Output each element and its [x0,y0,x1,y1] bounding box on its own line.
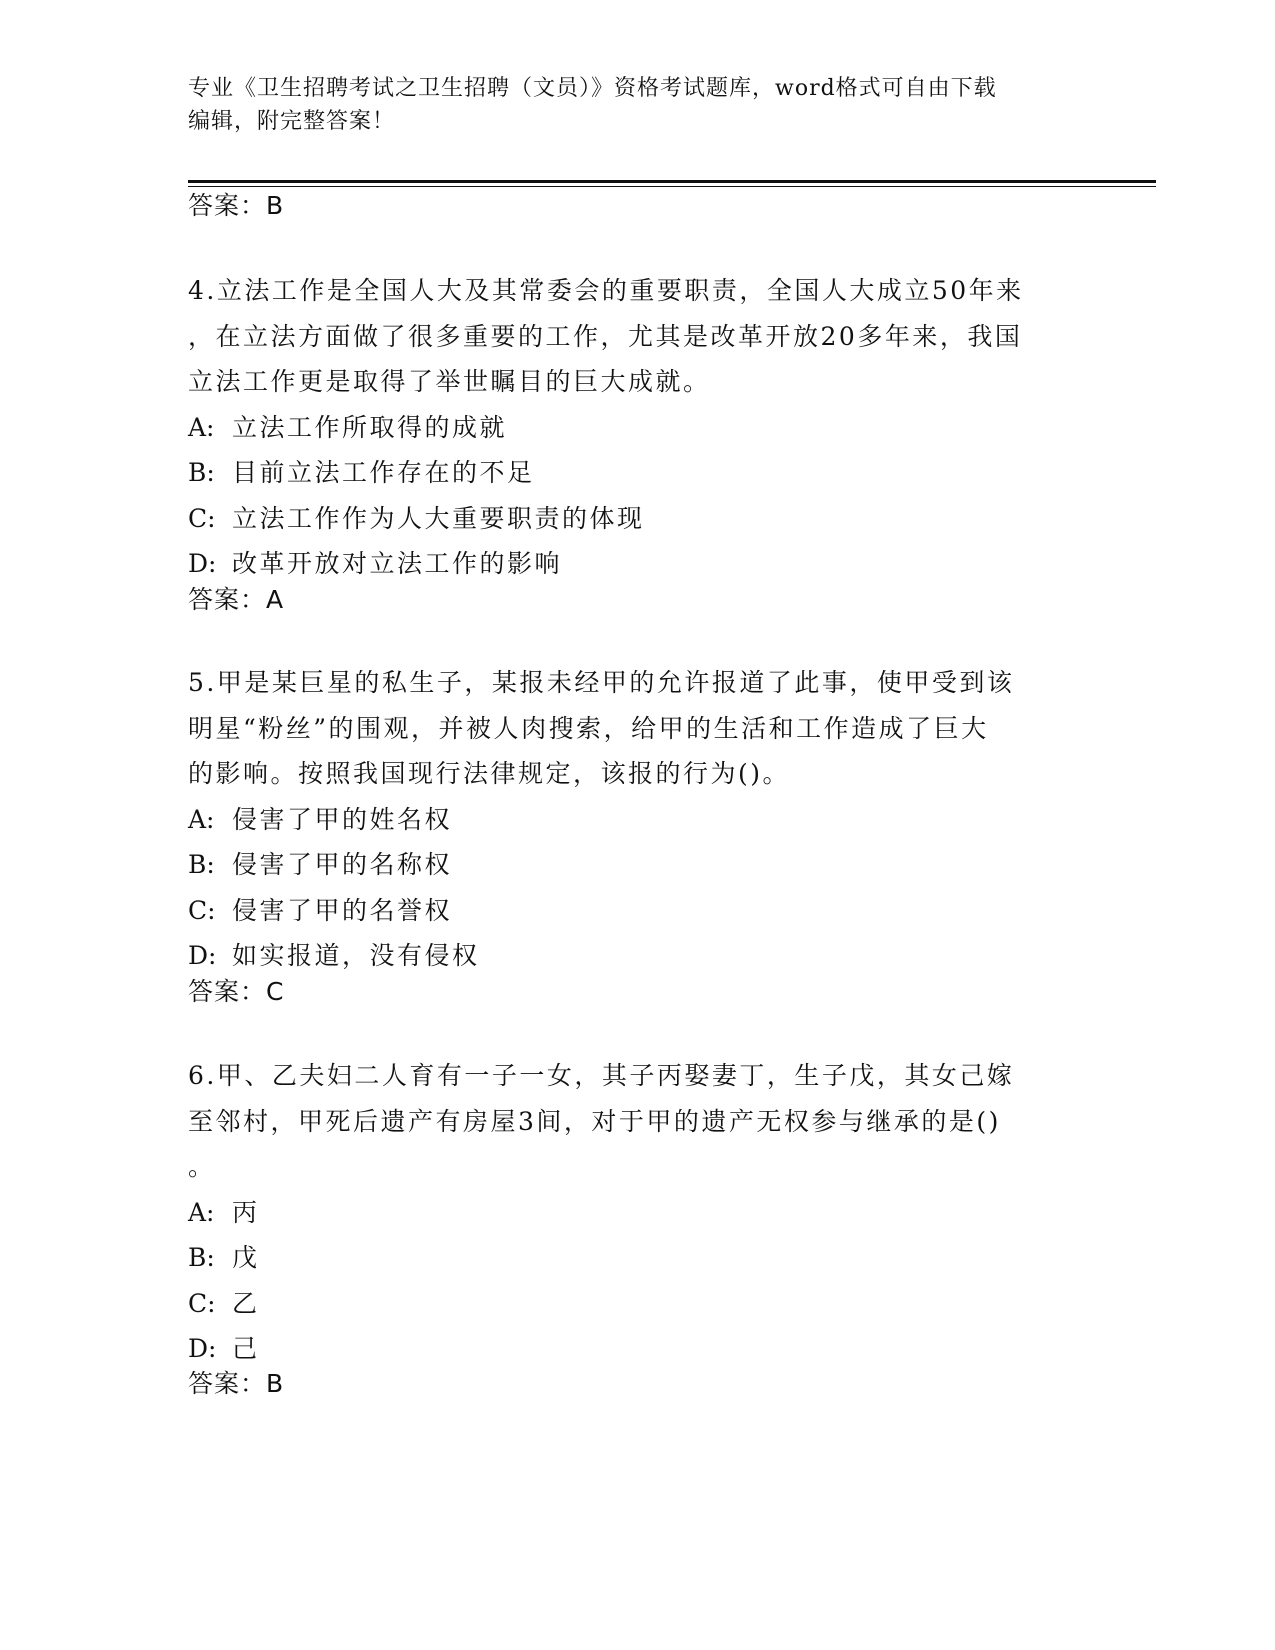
option-a [188,1190,1088,1236]
option-b [188,1235,1088,1281]
answer-value: A [266,585,285,614]
option-text: 改革开放对立法工作的影响 [232,549,563,578]
question-4 [188,268,1088,587]
header-rule-thick [188,180,1156,183]
option-key: C: [188,503,216,533]
stem-line: ，在立法方面做了很多重要的工作，尤其是改革开放20多年来，我国 [188,321,1023,351]
option-text: 己 [232,1334,260,1363]
option-key: B: [188,850,215,879]
stem-line: 的影响。按照我国现行法律规定，该报的行为()。 [188,759,791,788]
answer-q4 [188,584,1088,616]
option-key: D: [188,549,217,578]
option-c [188,496,1088,542]
answer-label: 答案： [188,191,267,220]
answer-value: B [266,1369,285,1398]
option-key: A: [188,412,215,442]
option-text: 侵害了甲的名誉权 [232,895,453,925]
option-c [188,1281,1088,1327]
option-key: A: [188,1197,215,1227]
answer-label: 答案： [188,585,267,614]
option-key: A: [188,804,215,834]
answer-q3 [188,190,1088,222]
option-b [188,450,1088,496]
option-key: C: [188,1288,216,1318]
stem-line: 5.甲是某巨星的私生子，某报未经甲的允许报道了此事，使甲受到该 [188,668,1015,697]
question-6 [188,1053,1088,1372]
stem-line: 4.立法工作是全国人大及其常委会的重要职责，全国人大成立50年来 [188,276,1024,305]
option-key: C: [188,895,216,925]
option-text: 侵害了甲的名称权 [232,850,453,879]
answer-label: 答案： [188,1369,267,1398]
option-text: 如实报道，没有侵权 [232,941,480,970]
question-5 [188,660,1088,979]
stem-line: 。 [188,1152,216,1181]
header-line-1: 专业《卫生招聘考试之卫生招聘（文员）》资格考试题库，word格式可自由下载 [188,76,997,101]
stem-line: 6.甲、乙夫妇二人育有一子一女，其子丙娶妻丁，生子戊，其女己嫁 [188,1061,1015,1090]
answer-q5 [188,976,1088,1008]
option-text: 戊 [232,1243,260,1272]
answer-label: 答案： [188,977,267,1006]
option-text: 目前立法工作存在的不足 [232,458,535,487]
question-stem [188,268,1088,405]
option-a [188,405,1088,451]
document-header [188,72,1088,138]
option-text: 侵害了甲的姓名权 [232,804,453,834]
option-key: D: [188,1334,217,1363]
stem-line: 立法工作更是取得了举世瞩目的巨大成就。 [188,367,711,396]
stem-line: 至邻村，甲死后遗产有房屋3间，对于甲的遗产无权参与继承的是() [188,1106,1001,1136]
header-line-2: 编辑，附完整答案！ [188,109,396,134]
option-d [188,933,1088,979]
answer-value: B [266,191,285,220]
option-b [188,842,1088,888]
question-stem [188,1053,1088,1190]
option-text: 立法工作作为人大重要职责的体现 [232,503,645,533]
option-d [188,1326,1088,1372]
option-a [188,797,1088,843]
answer-q6 [188,1368,1088,1400]
header-rule-thin [188,186,1156,187]
stem-line: 明星“粉丝”的围观，并被人肉搜索，给甲的生活和工作造成了巨大 [188,713,989,743]
option-d [188,541,1088,587]
option-text: 立法工作所取得的成就 [232,412,508,442]
answer-value: C [266,977,285,1006]
option-key: B: [188,1243,215,1272]
option-text: 丙 [232,1197,260,1227]
option-key: D: [188,941,217,970]
option-key: B: [188,458,215,487]
option-text: 乙 [232,1288,260,1318]
option-c [188,888,1088,934]
question-stem [188,660,1088,797]
